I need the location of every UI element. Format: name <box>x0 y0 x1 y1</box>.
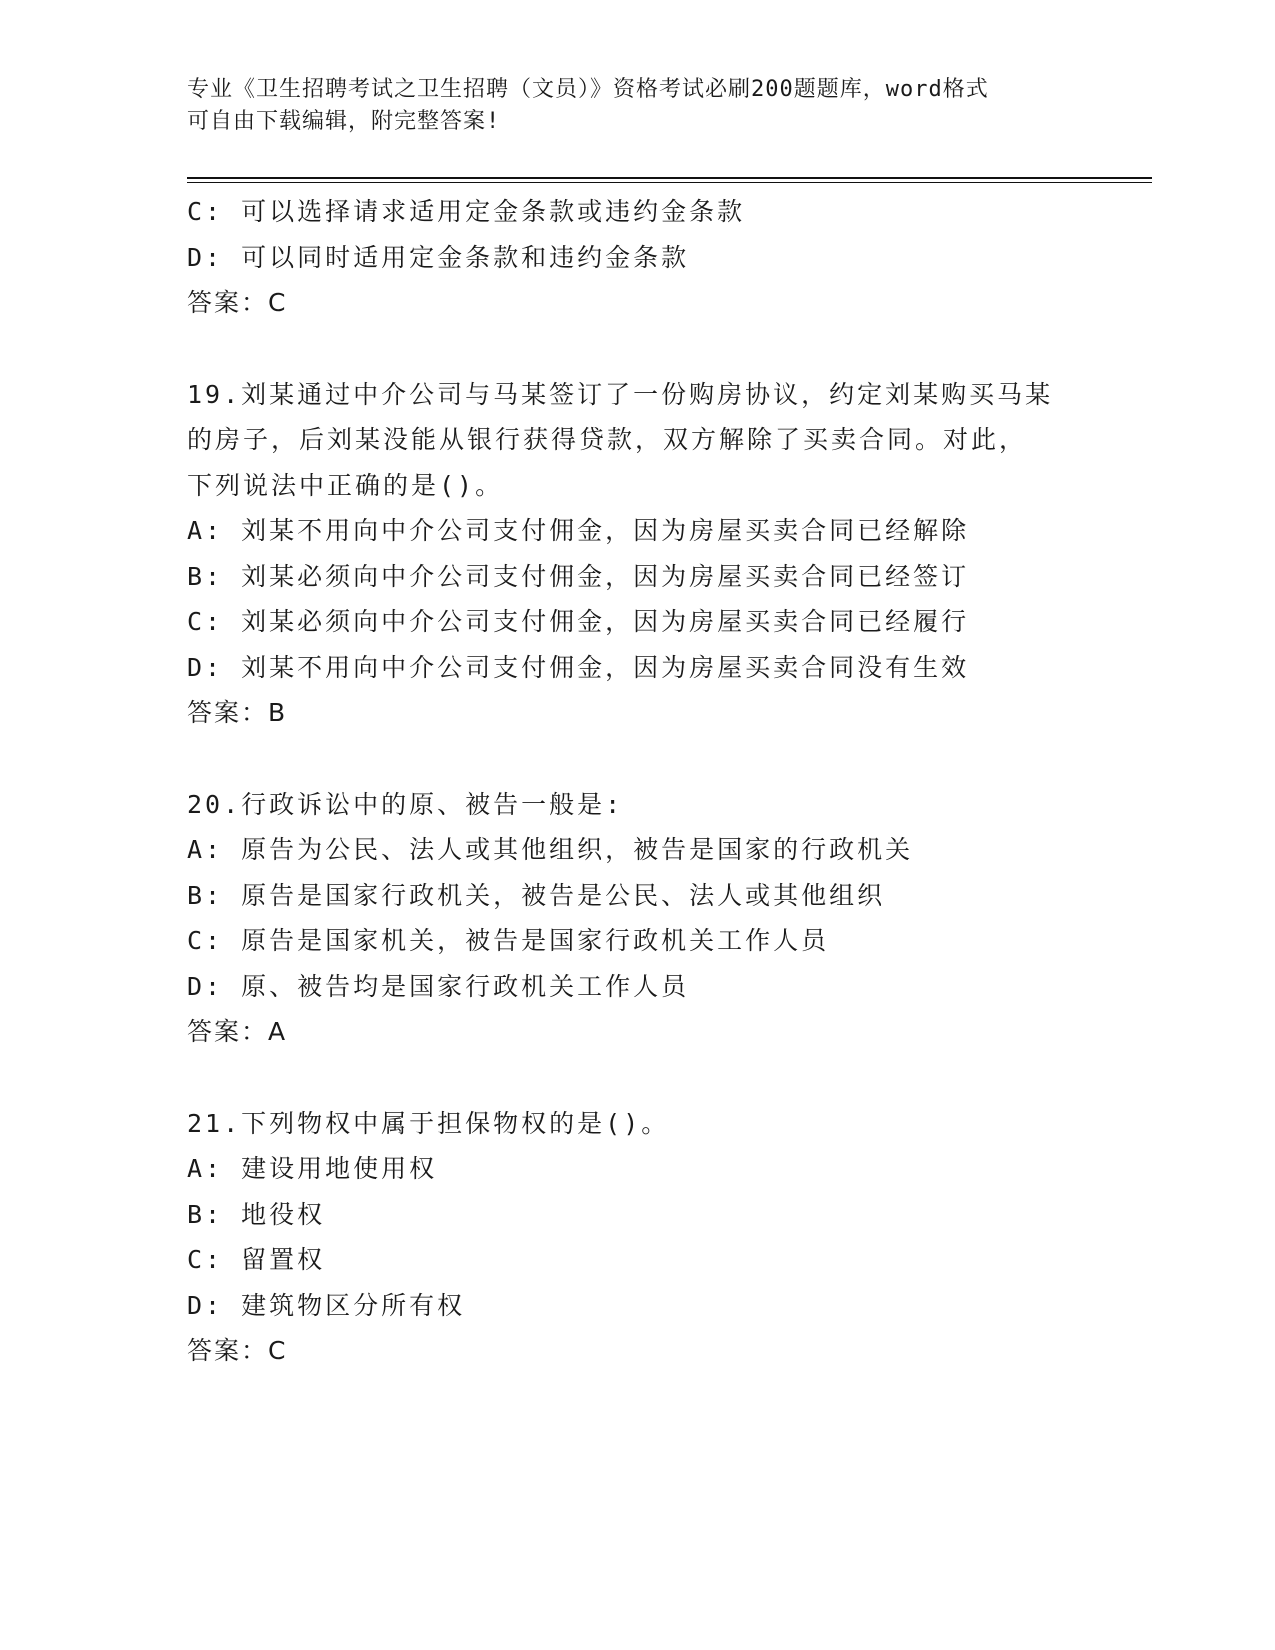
header-line-2: 可自由下载编辑，附完整答案! <box>187 109 501 134</box>
option-d: D: 刘某不用向中介公司支付佣金，因为房屋买卖合同没有生效 <box>187 652 970 682</box>
option-c: C: 留置权 <box>187 1245 326 1274</box>
question-stem-line: 21.下列物权中属于担保物权的是()。 <box>187 1108 670 1138</box>
option-c: C: 可以选择请求适用定金条款或违约金条款 <box>187 197 746 226</box>
header-line-1: 专业《卫生招聘考试之卫生招聘（文员）》资格考试必刷200题题库，word格式 <box>187 77 989 102</box>
answer-line: 答案：B <box>187 698 288 727</box>
option-a: A: 刘某不用向中介公司支付佣金，因为房屋买卖合同已经解除 <box>187 516 970 545</box>
document-header <box>187 74 1087 138</box>
question-block-21 <box>187 1101 1127 1374</box>
option-d: D: 建筑物区分所有权 <box>187 1290 466 1320</box>
header-divider-thin <box>187 182 1152 183</box>
option-b: B: 刘某必须向中介公司支付佣金，因为房屋买卖合同已经签订 <box>187 561 970 591</box>
option-d: D: 原、被告均是国家行政机关工作人员 <box>187 971 690 1001</box>
option-d: D: 可以同时适用定金条款和违约金条款 <box>187 242 690 272</box>
option-c: C: 刘某必须向中介公司支付佣金，因为房屋买卖合同已经履行 <box>187 607 970 636</box>
question-block-19 <box>187 372 1127 736</box>
question-stem-line: 20.行政诉讼中的原、被告一般是: <box>187 789 624 819</box>
option-a: A: 建设用地使用权 <box>187 1154 438 1183</box>
option-b: B: 原告是国家行政机关，被告是公民、法人或其他组织 <box>187 880 886 910</box>
option-c: C: 原告是国家机关，被告是国家行政机关工作人员 <box>187 926 830 955</box>
question-stem-line: 下列说法中正确的是()。 <box>187 470 504 500</box>
question-stem-line: 的房子，后刘某没能从银行获得贷款，双方解除了买卖合同。对此， <box>187 425 1028 454</box>
answer-line: 答案：A <box>187 1017 288 1046</box>
header-divider-thick <box>187 177 1152 179</box>
question-stem-line: 19.刘某通过中介公司与马某签订了一份购房协议，约定刘某购买马某 <box>187 379 1054 409</box>
answer-line: 答案：C <box>187 1336 288 1365</box>
option-b: B: 地役权 <box>187 1199 326 1229</box>
option-a: A: 原告为公民、法人或其他组织，被告是国家的行政机关 <box>187 835 914 864</box>
answer-line: 答案：C <box>187 288 288 317</box>
question-block-continued <box>187 189 1127 326</box>
question-list <box>187 189 1127 1374</box>
question-block-20 <box>187 782 1127 1055</box>
